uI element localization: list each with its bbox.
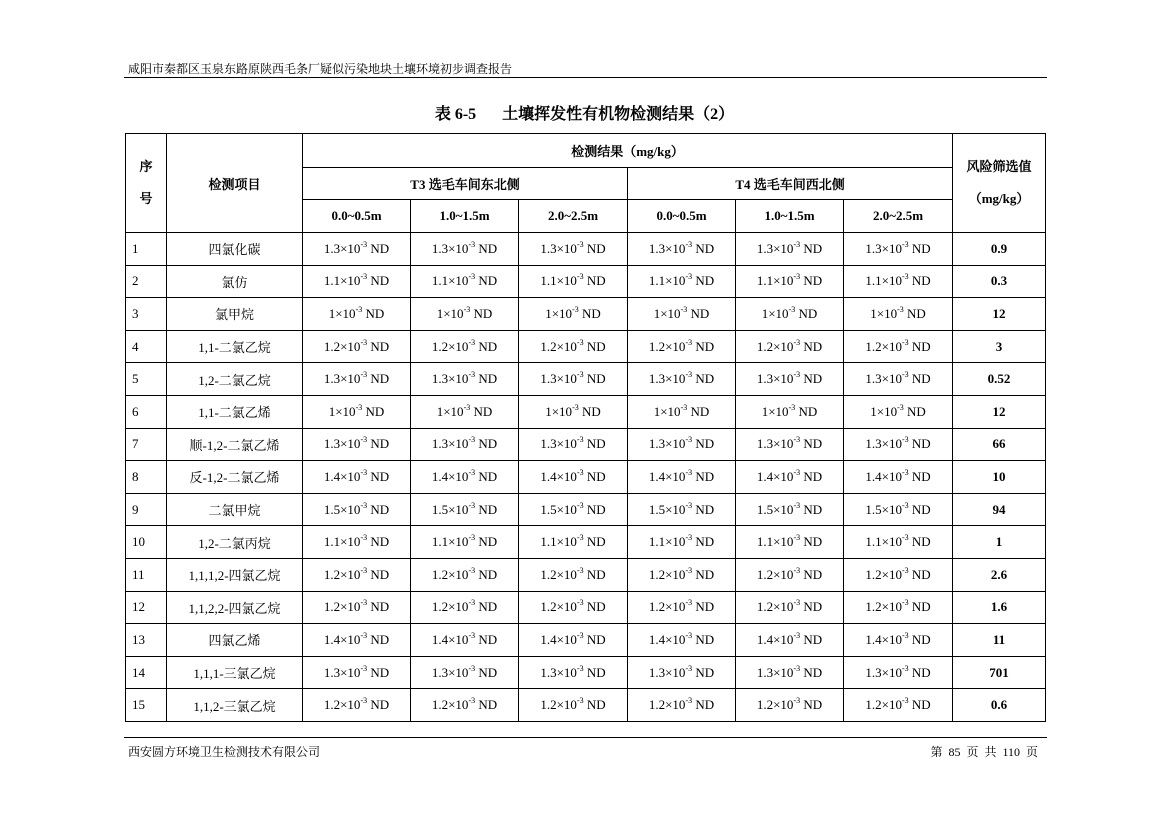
header-seq: 序 号: [126, 134, 167, 233]
result-cell: $1.2\times 10^{-3}$ ND: [736, 591, 844, 624]
result-cell: $1.2\times 10^{-3}$ ND: [519, 591, 628, 624]
result-cell: $1.3\times 10^{-3}$ ND: [736, 363, 844, 396]
table-row: [126, 689, 1046, 722]
result-cell: $1.3\times 10^{-3}$ ND: [736, 428, 844, 461]
result-cell: $1\times 10^{-3}$ ND: [411, 298, 519, 331]
table-row: [126, 624, 1046, 657]
result-cell: $1.1\times 10^{-3}$ ND: [519, 265, 628, 298]
result-cell: $1.4\times 10^{-3}$ ND: [519, 624, 628, 657]
result-cell: $1.2\times 10^{-3}$ ND: [844, 330, 953, 363]
result-cell: $1.4\times 10^{-3}$ ND: [736, 624, 844, 657]
header-depth: 2.0~2.5m: [844, 200, 953, 233]
result-cell: $1.1\times 10^{-3}$ ND: [519, 526, 628, 559]
result-cell: $1.2\times 10^{-3}$ ND: [519, 689, 628, 722]
result-cell: $1.3\times 10^{-3}$ ND: [844, 656, 953, 689]
result-cell: $1.2\times 10^{-3}$ ND: [628, 689, 736, 722]
row-number: 2: [126, 265, 167, 298]
row-number: 5: [126, 363, 167, 396]
result-cell: $1.1\times 10^{-3}$ ND: [736, 526, 844, 559]
risk-value: 0.3: [953, 265, 1046, 298]
result-cell: $1.3\times 10^{-3}$ ND: [411, 656, 519, 689]
result-cell: $1.3\times 10^{-3}$ ND: [411, 363, 519, 396]
result-cell: $1.3\times 10^{-3}$ ND: [628, 656, 736, 689]
result-cell: $1\times 10^{-3}$ ND: [303, 395, 411, 428]
result-cell: $1.3\times 10^{-3}$ ND: [303, 656, 411, 689]
result-cell: $1.2\times 10^{-3}$ ND: [519, 558, 628, 591]
result-cell: $1.5\times 10^{-3}$ ND: [844, 493, 953, 526]
result-cell: $1.3\times 10^{-3}$ ND: [519, 428, 628, 461]
result-cell: $1.3\times 10^{-3}$ ND: [844, 363, 953, 396]
result-cell: $1.5\times 10^{-3}$ ND: [411, 493, 519, 526]
row-item: 1,1-二氯乙烷: [167, 330, 303, 363]
result-cell: $1.3\times 10^{-3}$ ND: [519, 656, 628, 689]
table-row: [126, 395, 1046, 428]
header-t4: T4 选毛车间西北侧: [628, 168, 953, 200]
result-cell: $1.2\times 10^{-3}$ ND: [628, 330, 736, 363]
result-cell: $1\times 10^{-3}$ ND: [736, 395, 844, 428]
result-cell: $1\times 10^{-3}$ ND: [844, 395, 953, 428]
table-row: [126, 363, 1046, 396]
result-cell: $1.2\times 10^{-3}$ ND: [303, 689, 411, 722]
row-item: 四氯化碳: [167, 233, 303, 266]
result-cell: $1.3\times 10^{-3}$ ND: [736, 656, 844, 689]
result-cell: $1\times 10^{-3}$ ND: [519, 298, 628, 331]
result-cell: $1.3\times 10^{-3}$ ND: [628, 233, 736, 266]
result-cell: $1\times 10^{-3}$ ND: [411, 395, 519, 428]
result-cell: $1.4\times 10^{-3}$ ND: [844, 461, 953, 494]
result-cell: $1.1\times 10^{-3}$ ND: [736, 265, 844, 298]
risk-value: 66: [953, 428, 1046, 461]
row-item: 1,2-二氯乙烷: [167, 363, 303, 396]
header-item: 检测项目: [167, 134, 303, 233]
header-rule: [124, 77, 1047, 78]
row-number: 14: [126, 656, 167, 689]
result-cell: $1.2\times 10^{-3}$ ND: [628, 591, 736, 624]
header-depth: 2.0~2.5m: [519, 200, 628, 233]
result-cell: $1.2\times 10^{-3}$ ND: [844, 558, 953, 591]
header-risk: 风险筛选值 （mg/kg）: [953, 134, 1046, 233]
result-cell: $1.4\times 10^{-3}$ ND: [628, 461, 736, 494]
result-cell: $1.2\times 10^{-3}$ ND: [303, 330, 411, 363]
header-depth: 0.0~0.5m: [303, 200, 411, 233]
result-cell: $1.2\times 10^{-3}$ ND: [844, 689, 953, 722]
result-cell: $1.3\times 10^{-3}$ ND: [519, 363, 628, 396]
row-number: 11: [126, 558, 167, 591]
row-item: 1,1,2,2-四氯乙烷: [167, 591, 303, 624]
result-cell: $1\times 10^{-3}$ ND: [844, 298, 953, 331]
header-results: 检测结果（mg/kg）: [303, 134, 953, 168]
row-number: 10: [126, 526, 167, 559]
row-item: 二氯甲烷: [167, 493, 303, 526]
result-cell: $1\times 10^{-3}$ ND: [303, 298, 411, 331]
risk-value: 3: [953, 330, 1046, 363]
table-row: [126, 493, 1046, 526]
risk-value: 10: [953, 461, 1046, 494]
risk-value: 1: [953, 526, 1046, 559]
row-number: 6: [126, 395, 167, 428]
result-cell: $1.1\times 10^{-3}$ ND: [303, 265, 411, 298]
result-cell: $1\times 10^{-3}$ ND: [628, 298, 736, 331]
table-row: [126, 558, 1046, 591]
result-cell: $1.1\times 10^{-3}$ ND: [628, 265, 736, 298]
result-cell: $1.3\times 10^{-3}$ ND: [303, 233, 411, 266]
result-cell: $1.3\times 10^{-3}$ ND: [628, 363, 736, 396]
table-row: [126, 330, 1046, 363]
row-number: 7: [126, 428, 167, 461]
result-cell: $1.2\times 10^{-3}$ ND: [303, 558, 411, 591]
header-depth: 1.0~1.5m: [411, 200, 519, 233]
table-row: [126, 298, 1046, 331]
table-row: [126, 591, 1046, 624]
result-cell: $1.3\times 10^{-3}$ ND: [736, 233, 844, 266]
row-item: 1,1,1,2-四氯乙烷: [167, 558, 303, 591]
result-cell: $1.2\times 10^{-3}$ ND: [411, 591, 519, 624]
row-number: 4: [126, 330, 167, 363]
risk-value: 2.6: [953, 558, 1046, 591]
risk-value: 12: [953, 395, 1046, 428]
table-row: [126, 265, 1046, 298]
result-cell: $1.1\times 10^{-3}$ ND: [411, 265, 519, 298]
result-cell: $1.1\times 10^{-3}$ ND: [303, 526, 411, 559]
risk-value: 1.6: [953, 591, 1046, 624]
row-number: 15: [126, 689, 167, 722]
table-row: [126, 233, 1046, 266]
result-cell: $1.4\times 10^{-3}$ ND: [844, 624, 953, 657]
row-number: 9: [126, 493, 167, 526]
result-cell: $1.4\times 10^{-3}$ ND: [628, 624, 736, 657]
result-cell: $1.4\times 10^{-3}$ ND: [303, 624, 411, 657]
table-row: [126, 526, 1046, 559]
header-depth: 0.0~0.5m: [628, 200, 736, 233]
result-cell: $1.5\times 10^{-3}$ ND: [519, 493, 628, 526]
table-row: [126, 461, 1046, 494]
row-item: 1,1,2-三氯乙烷: [167, 689, 303, 722]
result-cell: $1.3\times 10^{-3}$ ND: [519, 233, 628, 266]
table-body: [126, 233, 1046, 722]
result-cell: $1.2\times 10^{-3}$ ND: [736, 330, 844, 363]
result-cell: $1.5\times 10^{-3}$ ND: [628, 493, 736, 526]
result-cell: $1.2\times 10^{-3}$ ND: [736, 558, 844, 591]
result-cell: $1.3\times 10^{-3}$ ND: [303, 428, 411, 461]
header-t3: T3 选毛车间东北侧: [303, 168, 628, 200]
table-number: 表 6-5: [434, 106, 477, 123]
result-cell: $1.3\times 10^{-3}$ ND: [628, 428, 736, 461]
risk-value: 11: [953, 624, 1046, 657]
risk-value: 94: [953, 493, 1046, 526]
result-cell: $1.4\times 10^{-3}$ ND: [303, 461, 411, 494]
row-item: 氯仿: [167, 265, 303, 298]
risk-value: 0.9: [953, 233, 1046, 266]
row-number: 12: [126, 591, 167, 624]
result-cell: $1.3\times 10^{-3}$ ND: [411, 428, 519, 461]
table-row: [126, 656, 1046, 689]
result-cell: $1.1\times 10^{-3}$ ND: [411, 526, 519, 559]
risk-value: 701: [953, 656, 1046, 689]
row-number: 13: [126, 624, 167, 657]
risk-value: 0.6: [953, 689, 1046, 722]
risk-value: 0.52: [953, 363, 1046, 396]
result-cell: $1.2\times 10^{-3}$ ND: [519, 330, 628, 363]
result-cell: $1.2\times 10^{-3}$ ND: [844, 591, 953, 624]
row-item: 1,1,1-三氯乙烷: [167, 656, 303, 689]
table-title: 土壤挥发性有机物检测结果（2）: [502, 106, 735, 123]
row-item: 1,2-二氯丙烷: [167, 526, 303, 559]
result-cell: $1.4\times 10^{-3}$ ND: [411, 624, 519, 657]
result-cell: $1.2\times 10^{-3}$ ND: [628, 558, 736, 591]
risk-value: 12: [953, 298, 1046, 331]
footer-company: 西安圆方环境卫生检测技术有限公司: [128, 745, 321, 759]
result-cell: $1\times 10^{-3}$ ND: [736, 298, 844, 331]
row-item: 反-1,2-二氯乙烯: [167, 461, 303, 494]
result-cell: $1.2\times 10^{-3}$ ND: [736, 689, 844, 722]
result-cell: $1.1\times 10^{-3}$ ND: [844, 265, 953, 298]
footer-rule: [124, 737, 1047, 738]
result-cell: $1.3\times 10^{-3}$ ND: [411, 233, 519, 266]
row-number: 1: [126, 233, 167, 266]
header-depth: 1.0~1.5m: [736, 200, 844, 233]
result-cell: $1.2\times 10^{-3}$ ND: [411, 330, 519, 363]
result-cell: $1.2\times 10^{-3}$ ND: [411, 689, 519, 722]
result-cell: $1\times 10^{-3}$ ND: [519, 395, 628, 428]
result-cell: $1.5\times 10^{-3}$ ND: [303, 493, 411, 526]
row-number: 3: [126, 298, 167, 331]
result-cell: $1.2\times 10^{-3}$ ND: [411, 558, 519, 591]
table-caption: [0, 101, 1169, 124]
result-cell: $1.5\times 10^{-3}$ ND: [736, 493, 844, 526]
result-cell: $1.1\times 10^{-3}$ ND: [628, 526, 736, 559]
row-item: 顺-1,2-二氯乙烯: [167, 428, 303, 461]
footer-page: 第 85 页 共 110 页: [930, 745, 1038, 759]
result-cell: $1.4\times 10^{-3}$ ND: [736, 461, 844, 494]
result-cell: $1\times 10^{-3}$ ND: [628, 395, 736, 428]
result-cell: $1.3\times 10^{-3}$ ND: [303, 363, 411, 396]
table-row: [126, 428, 1046, 461]
result-cell: $1.4\times 10^{-3}$ ND: [411, 461, 519, 494]
results-table: [125, 133, 1046, 722]
row-item: 1,1-二氯乙烯: [167, 395, 303, 428]
row-number: 8: [126, 461, 167, 494]
row-item: 四氯乙烯: [167, 624, 303, 657]
running-header: 咸阳市秦都区玉泉东路原陕西毛条厂疑似污染地块土壤环境初步调查报告: [128, 62, 513, 76]
row-item: 氯甲烷: [167, 298, 303, 331]
result-cell: $1.2\times 10^{-3}$ ND: [303, 591, 411, 624]
result-cell: $1.4\times 10^{-3}$ ND: [519, 461, 628, 494]
result-cell: $1.3\times 10^{-3}$ ND: [844, 428, 953, 461]
result-cell: $1.3\times 10^{-3}$ ND: [844, 233, 953, 266]
result-cell: $1.1\times 10^{-3}$ ND: [844, 526, 953, 559]
